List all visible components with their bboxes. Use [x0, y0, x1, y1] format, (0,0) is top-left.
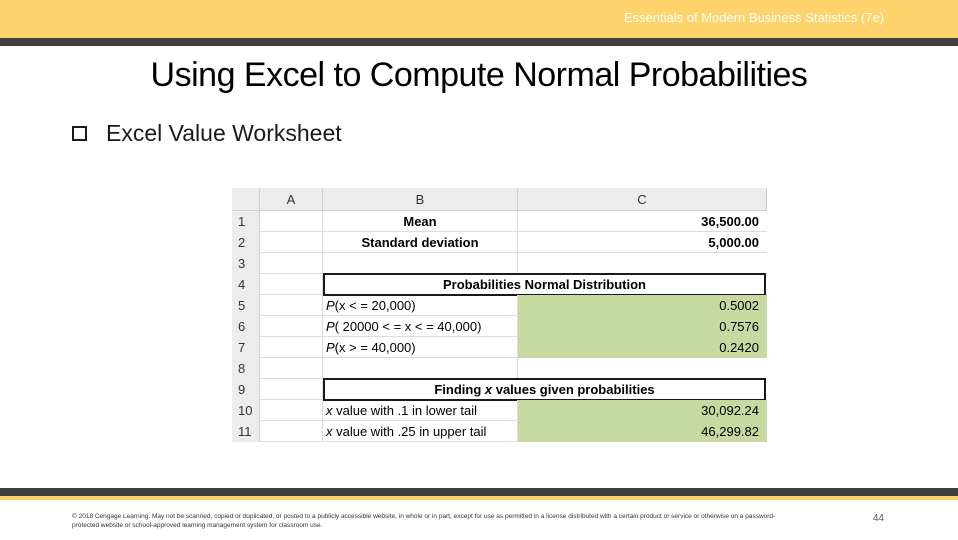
cell-b5-symbol: P	[326, 298, 335, 313]
cell-c6[interactable]: 0.7576	[518, 316, 767, 337]
cell-c7[interactable]: 0.2420	[518, 337, 767, 358]
header-divider	[0, 38, 958, 46]
cell-a9[interactable]	[260, 379, 323, 400]
book-title: Essentials of Modern Business Statistics (7e)	[623, 10, 884, 25]
cell-a10[interactable]	[260, 400, 323, 421]
footer-accent-band	[0, 496, 958, 500]
cell-c8[interactable]	[518, 358, 767, 379]
cell-c3[interactable]	[518, 253, 767, 274]
row-header[interactable]: 9	[232, 379, 260, 400]
cell-a4[interactable]	[260, 274, 323, 295]
row-header[interactable]: 3	[232, 253, 260, 274]
row-header[interactable]: 7	[232, 337, 260, 358]
cell-b7-text: (x > = 40,000)	[334, 340, 416, 355]
cell-b7[interactable]	[323, 337, 518, 358]
table-row	[232, 295, 767, 316]
cell-c2[interactable]: 5,000.00	[708, 235, 759, 250]
table-row	[232, 337, 767, 358]
section-header-text-post: values given probabilities	[492, 382, 655, 397]
table-row	[232, 232, 767, 253]
cell-b6-symbol: P	[326, 319, 335, 334]
cell-c5[interactable]: 0.5002	[518, 295, 767, 316]
page-number: 44	[872, 513, 884, 524]
cell-a1[interactable]	[260, 211, 323, 232]
section-header-probabilities[interactable]: Probabilities Normal Distribution	[323, 273, 766, 296]
cell-c10[interactable]: 30,092.24	[518, 400, 767, 421]
table-row	[232, 358, 767, 379]
slide-title: Using Excel to Compute Normal Probabilities	[150, 56, 808, 94]
cell-b11-symbol: x	[326, 424, 333, 439]
cell-b10-text: value with .1 in lower tail	[332, 403, 478, 418]
checkbox-bullet-icon	[72, 126, 87, 141]
cell-b5[interactable]	[323, 295, 518, 316]
cell-b6[interactable]	[323, 316, 518, 337]
row-header[interactable]: 10	[232, 400, 260, 421]
section-header-symbol: x	[484, 382, 493, 397]
cell-b5-text: (x < = 20,000)	[334, 298, 416, 313]
cell-b11[interactable]	[323, 421, 518, 442]
section-header-text-pre: Finding	[434, 382, 485, 397]
table-row	[232, 274, 767, 295]
bullet-item	[72, 120, 342, 147]
cell-b11-text: value with .25 in upper tail	[332, 424, 487, 439]
table-row	[232, 211, 767, 232]
row-header[interactable]: 2	[232, 232, 260, 253]
cell-a8[interactable]	[260, 358, 323, 379]
row-header[interactable]: 6	[232, 316, 260, 337]
column-header-b[interactable]: B	[323, 188, 518, 211]
table-row	[232, 253, 767, 274]
cell-b7-symbol: P	[326, 340, 335, 355]
row-header[interactable]: 8	[232, 358, 260, 379]
cell-b1[interactable]: Mean	[323, 211, 518, 232]
column-header-a[interactable]: A	[260, 188, 323, 211]
spreadsheet	[232, 188, 767, 440]
select-all-corner[interactable]	[232, 188, 260, 211]
cell-b2[interactable]: Standard deviation	[323, 232, 518, 253]
section-header-finding-x[interactable]	[323, 378, 766, 401]
cell-c1[interactable]: 36,500.00	[701, 214, 759, 229]
table-row	[232, 400, 767, 421]
cell-c11[interactable]: 46,299.82	[518, 421, 767, 442]
cell-a6[interactable]	[260, 316, 323, 337]
cell-b8[interactable]	[323, 358, 518, 379]
cell-a5[interactable]	[260, 295, 323, 316]
table-row	[232, 316, 767, 337]
cell-b10-symbol: x	[326, 403, 333, 418]
footer-divider	[0, 488, 958, 496]
table-row	[232, 379, 767, 400]
cell-b6-text: ( 20000 < = x < = 40,000)	[334, 319, 482, 334]
cell-a2[interactable]	[260, 232, 323, 253]
row-header[interactable]: 5	[232, 295, 260, 316]
row-header[interactable]: 4	[232, 274, 260, 295]
column-header-c[interactable]: C	[518, 188, 767, 211]
bullet-text: Excel Value Worksheet	[106, 120, 342, 146]
table-row	[232, 421, 767, 442]
cell-b3[interactable]	[323, 253, 518, 274]
cell-b10[interactable]	[323, 400, 518, 421]
cell-a3[interactable]	[260, 253, 323, 274]
copyright-notice: © 2018 Cengage Learning. May not be scanned, copied or duplicated, or posted to a publicly accessible website, in whole or in part, except for use as permitted in a license distributed with a certain product or service or otherwise on a password-protected website or school-approved learning management system for classroom use.	[72, 513, 776, 529]
cell-a11[interactable]	[260, 421, 323, 442]
row-header[interactable]: 1	[232, 211, 260, 232]
row-header[interactable]: 11	[232, 421, 260, 442]
cell-a7[interactable]	[260, 337, 323, 358]
